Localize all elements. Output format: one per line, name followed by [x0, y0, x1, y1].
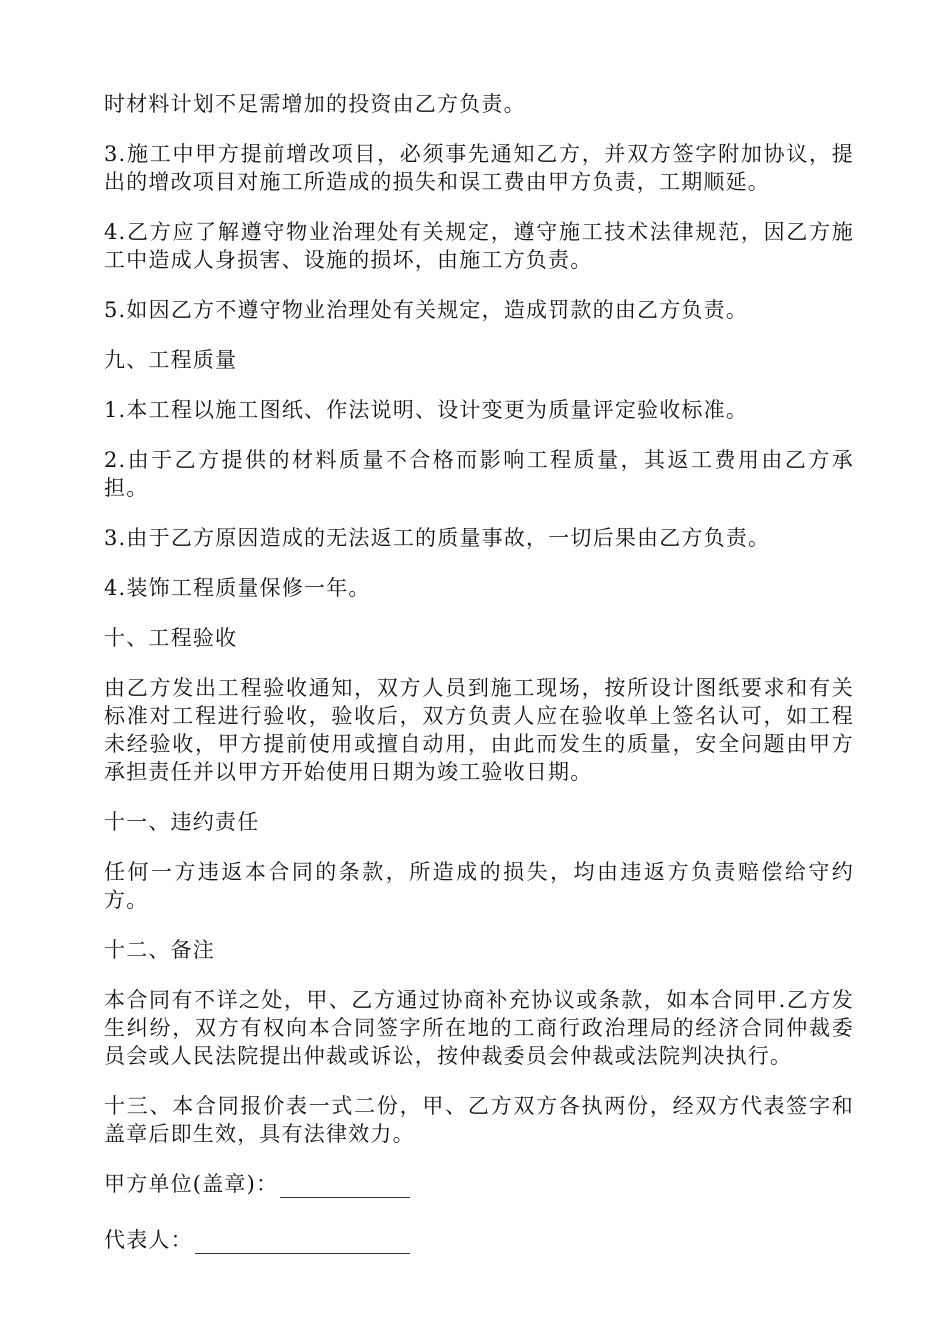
- representative-signature-line: [195, 1233, 410, 1254]
- paragraph: 2.由于乙方提供的材料质量不合格而影响工程质量，其返工费用由乙方承担。: [104, 448, 854, 500]
- party-a-signature-line: [280, 1177, 410, 1198]
- paragraph: 由乙方发出工程验收通知，双方人员到施工现场，按所设计图纸要求和有关标准对工程进行验收，验收后，双方负责人应在验收单上签名认可，如工程未经验收，甲方提前使用或擅自动用，由此而发生的质量，安全问题由甲方承担责任并以甲方开始使用日期为竣工验收日期。: [104, 676, 854, 784]
- representative-signature-row: [104, 1226, 854, 1254]
- representative-label: 代表人：: [104, 1228, 193, 1252]
- paragraph: 本合同有不详之处，甲、乙方通过协商补充协议或条款，如本合同甲.乙方发生纠纷，双方有权向本合同签字所在地的工商行政治理局的经济合同仲裁委员会或人民法院提出仲裁或诉讼，按仲裁委员会仲裁或法院判决执行。: [104, 988, 854, 1068]
- paragraph: 3.由于乙方原因造成的无法返工的质量事故，一切后果由乙方负责。: [104, 526, 771, 550]
- paragraph: 1.本工程以施工图纸、作法说明、设计变更为质量评定验收标准。: [104, 398, 749, 422]
- section-heading: 十、工程验收: [104, 626, 238, 650]
- document-page: [104, 90, 854, 1282]
- section-heading: 十二、备注: [104, 938, 215, 962]
- paragraph: 5.如因乙方不遵守物业治理处有关规定，造成罚款的由乙方负责。: [104, 298, 749, 322]
- paragraph: 十三、本合同报价表一式二份，甲、乙方双方各执两份，经双方代表签字和盖章后即生效，具有法律效力。: [104, 1094, 854, 1146]
- section-heading: 九、工程质量: [104, 348, 238, 372]
- party-a-signature-row: [104, 1170, 854, 1198]
- party-a-label: 甲方单位(盖章)：: [104, 1172, 279, 1196]
- paragraph: 任何一方违返本合同的条款，所造成的损失，均由违返方负责赔偿给守约方。: [104, 860, 854, 912]
- paragraph: 时材料计划不足需增加的投资由乙方负责。: [104, 92, 526, 116]
- section-heading: 十一、违约责任: [104, 810, 260, 834]
- paragraph: 3.施工中甲方提前增改项目，必须事先通知乙方，并双方签字附加协议，提出的增改项目对施工所造成的损失和误工费由甲方负责，工期顺延。: [104, 142, 854, 194]
- paragraph: 4.乙方应了解遵守物业治理处有关规定，遵守施工技术法律规范，因乙方施工中造成人身损害、设施的损坏，由施工方负责。: [104, 220, 854, 272]
- paragraph: 4.装饰工程质量保修一年。: [104, 576, 371, 600]
